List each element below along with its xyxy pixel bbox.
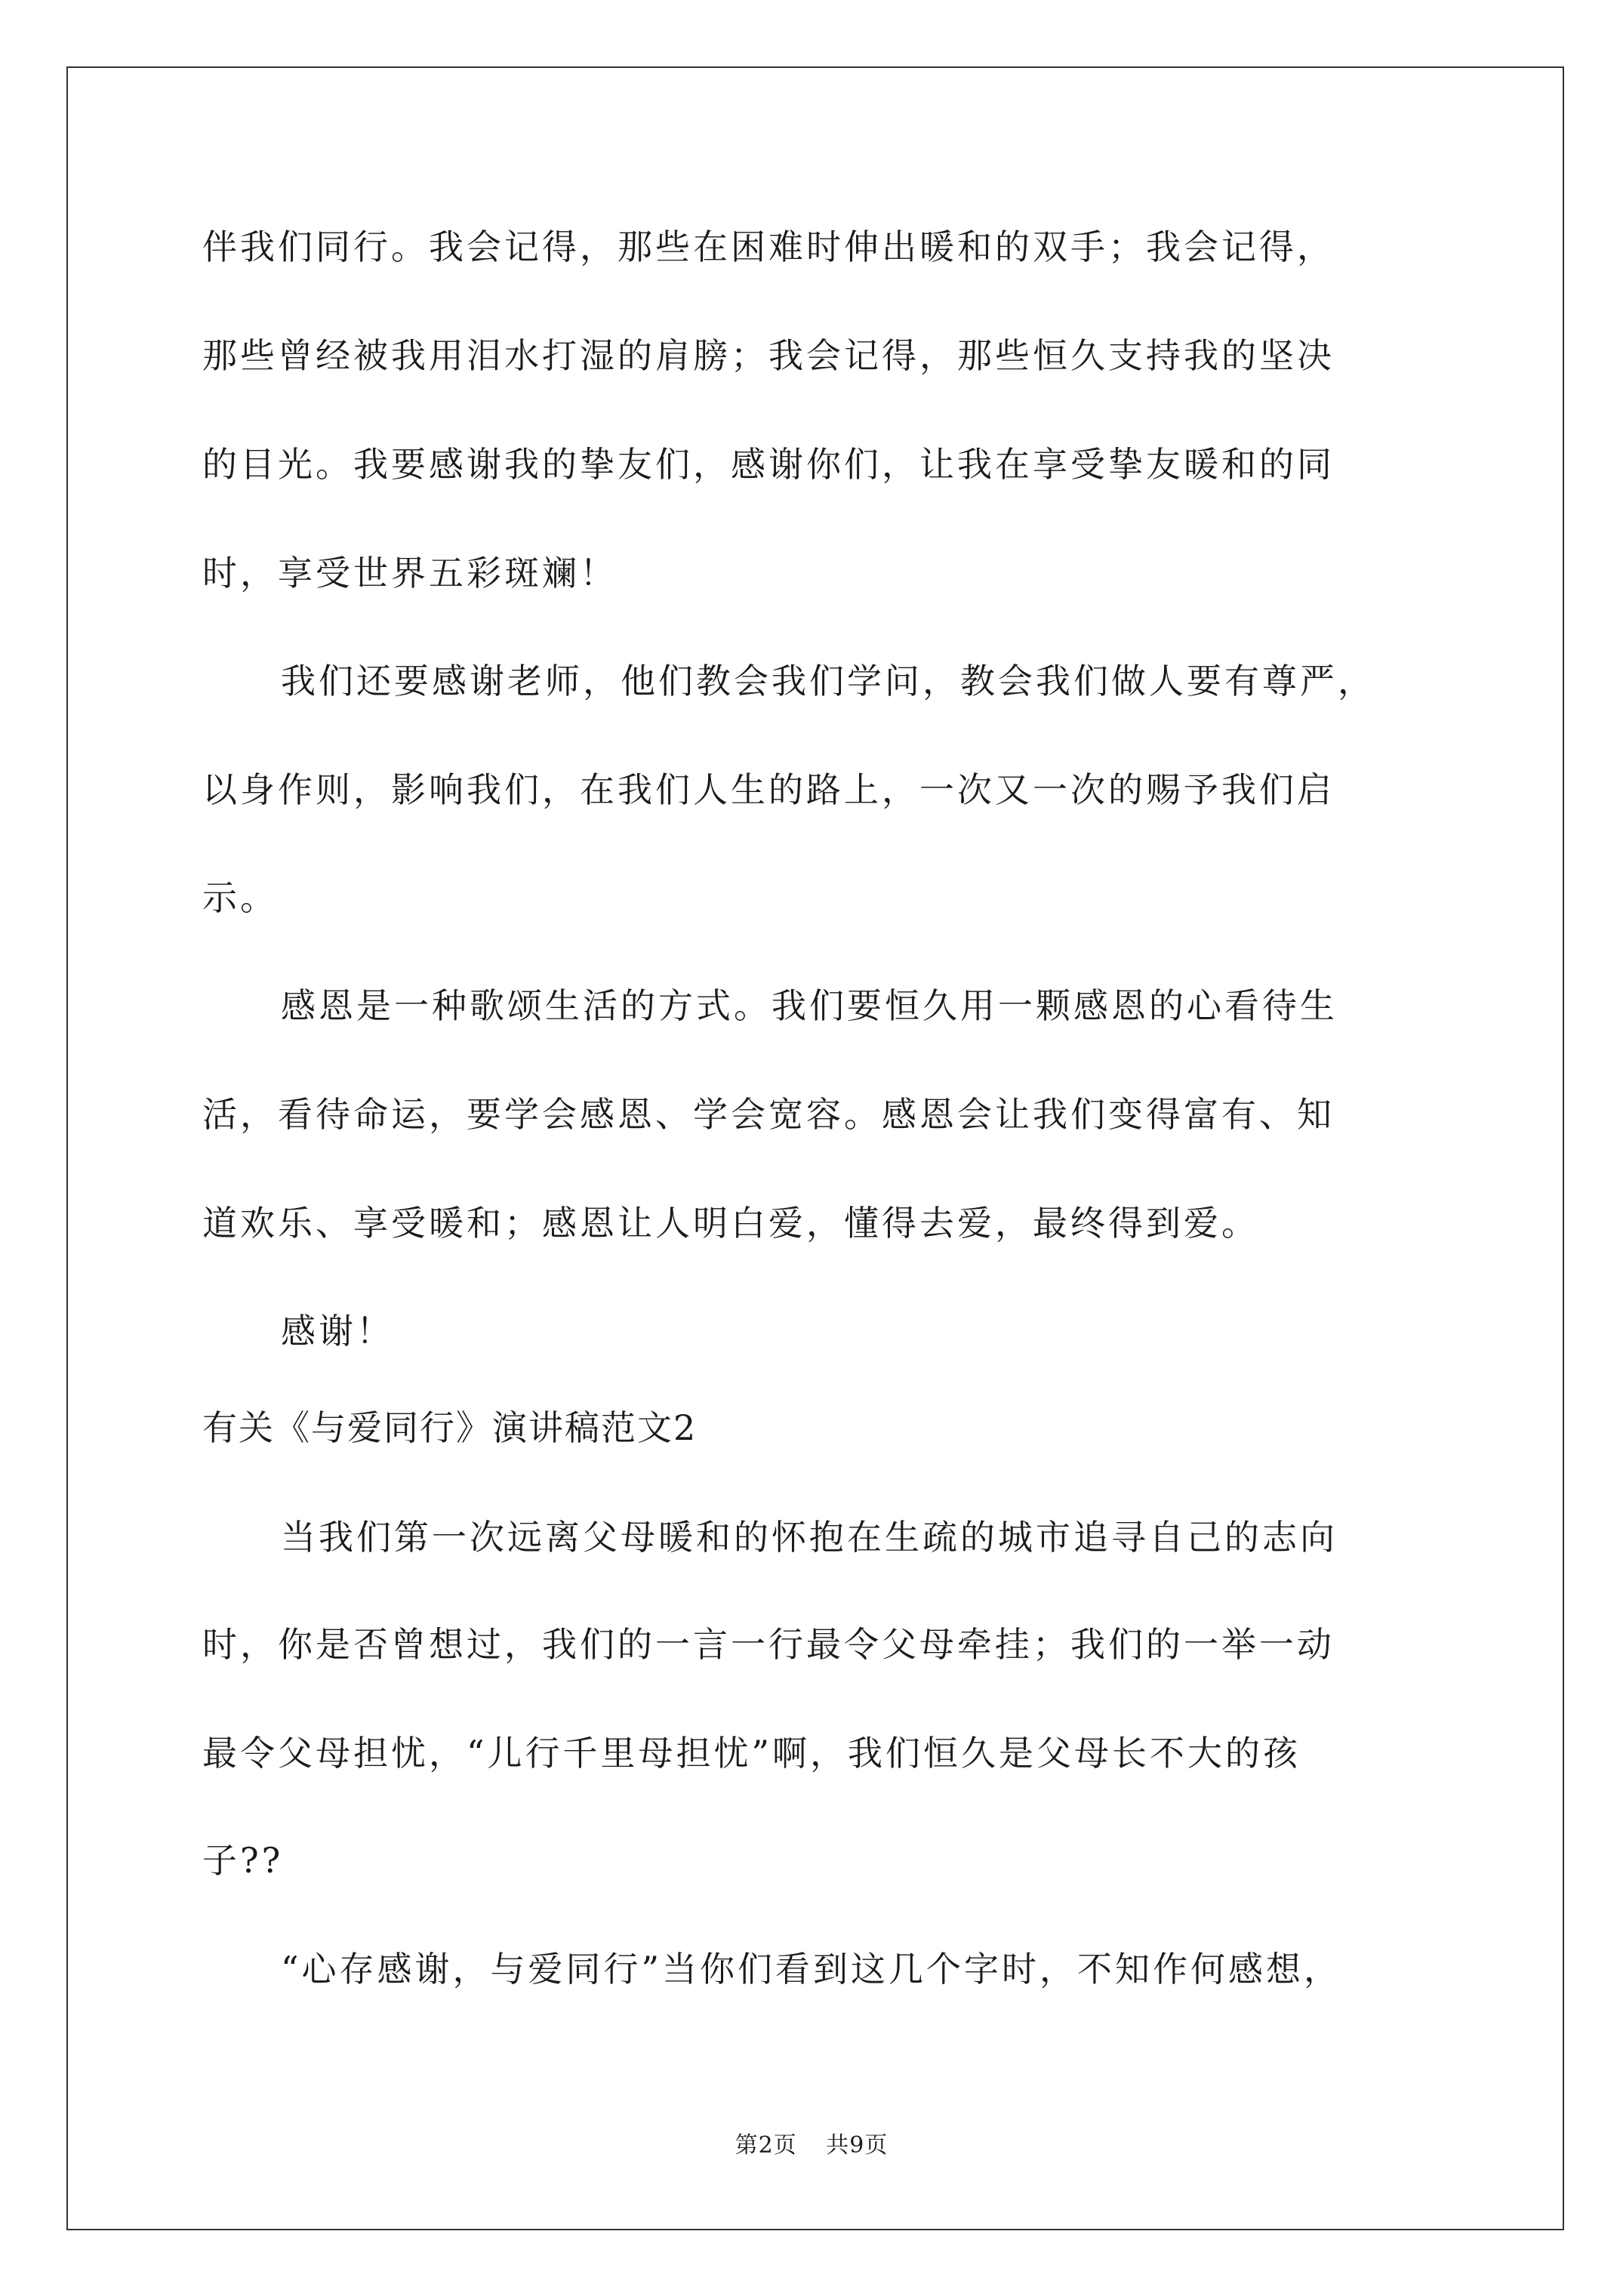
body-line: 道欢乐、享受暖和；感恩让人明白爱，懂得去爱，最终得到爱。 [202,1203,1259,1244]
page-total: 共9页 [826,2132,888,2159]
paragraph-start: 感谢！ [281,1311,394,1351]
paragraph-start: 当我们第一次远离父母暖和的怀抱在生疏的城市追寻自己的志向 [281,1517,1338,1558]
body-line: 以身作则，影响我们，在我们人生的路上，一次又一次的赐予我们启 [202,769,1335,810]
body-line: 时，享受世界五彩斑斓！ [202,553,617,593]
paragraph-start: 感恩是一种歌颂生活的方式。我们要恒久用一颗感恩的心看待生 [281,985,1338,1026]
body-line: 那些曾经被我用泪水打湿的肩膀；我会记得，那些恒久支持我的坚决 [202,335,1335,376]
section-heading: 有关《与爱同行》演讲稿范文2 [202,1407,698,1448]
page-number: 第2页 [735,2132,797,2159]
page-border [66,66,1564,2230]
body-line: 活，看待命运，要学会感恩、学会宽容。感恩会让我们变得富有、知 [202,1094,1335,1135]
body-line: 伴我们同行。我会记得，那些在困难时伸出暖和的双手；我会记得， [202,227,1335,267]
paragraph-start: “心存感谢，与爱同行”当你们看到这几个字时，不知作何感想， [281,1949,1342,1989]
paragraph-start: 我们还要感谢老师，他们教会我们学问，教会我们做人要有尊严， [281,661,1375,701]
body-line: 示。 [202,877,278,918]
body-line: 时，你是否曾想过，我们的一言一行最令父母牵挂；我们的一举一动 [202,1624,1335,1665]
body-line: 的目光。我要感谢我的挚友们，感谢你们，让我在享受挚友暖和的同 [202,444,1335,485]
page-footer [0,2131,1623,2161]
body-line: 子?? [202,1840,284,1881]
body-line: 最令父母担忧，“儿行千里母担忧”啊，我们恒久是父母长不大的孩 [202,1733,1301,1774]
